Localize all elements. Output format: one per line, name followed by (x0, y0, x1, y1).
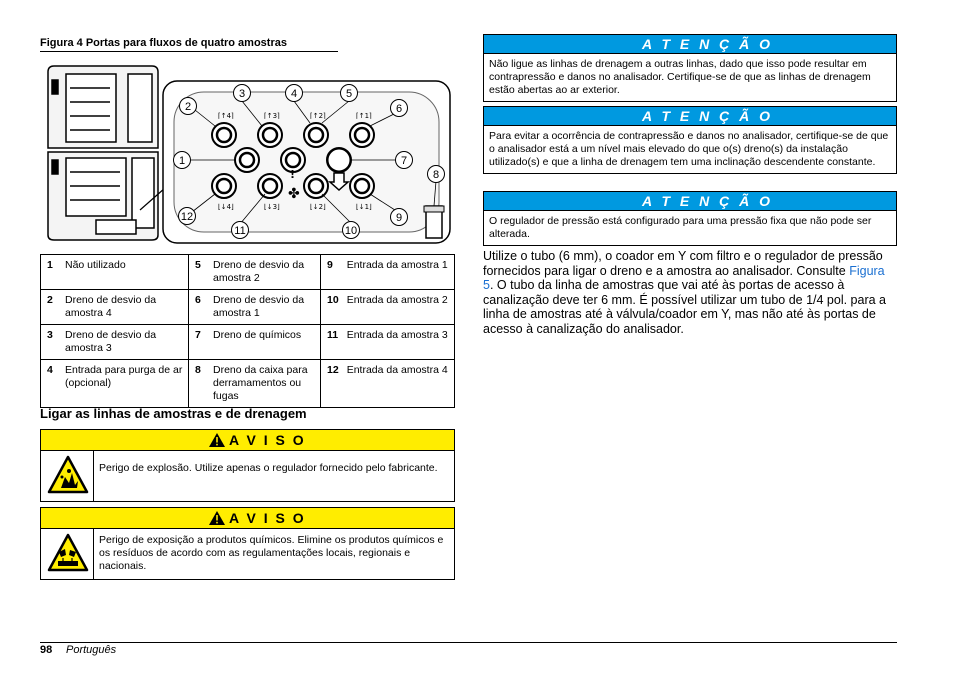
caution-text: Para evitar a ocorrência de contrapressão e danos no analisador, certifique-se de que o analisador está a um nível mais elevado do que o(s) dreno(s) da instalação utilizado(s) e que a linha de drenagem tem uma inclinação descendente constante. (489, 130, 889, 168)
figure-5-link[interactable]: Figura 5 (483, 263, 885, 293)
callout-9: 9 (395, 212, 403, 224)
warning-header (41, 430, 454, 451)
item-number: 11 (321, 325, 341, 360)
callout-10: 10 (344, 225, 358, 237)
item-text: Entrada da amostra 2 (341, 290, 455, 325)
item-text: Dreno de desvio da amostra 2 (207, 255, 321, 290)
item-number: 3 (41, 325, 60, 360)
page-number: 98 (40, 644, 53, 656)
warning-chemical (40, 507, 455, 580)
item-text: Entrada da amostra 1 (341, 255, 455, 290)
body-text: . O tubo da linha de amostras que vai até às portas de acesso à canalização deve ter 6 mm. É possível utilizar um tubo de 1/4 pol. para a linha de amostras até à válvula/coador em Y, mas não até às portas de acesso à canalização do analisador. (483, 278, 886, 336)
item-text: Dreno de desvio da amostra 3 (59, 325, 189, 360)
caution-pressure-regulator (483, 191, 897, 246)
callout-1: 1 (178, 155, 186, 167)
caution-title: A T E N Ç Ã O (484, 107, 896, 126)
callout-8: 8 (432, 169, 440, 181)
item-number: 7 (189, 325, 208, 360)
warning-title: A V I S O (229, 510, 306, 526)
svg-text:⌈↑2⌉: ⌈↑2⌉ (310, 112, 326, 120)
item-text: Entrada da amostra 3 (341, 325, 455, 360)
callout-3: 3 (238, 88, 246, 100)
page-language: Português (66, 644, 117, 656)
caution-drain-lines (483, 34, 897, 102)
item-text: Dreno de químicos (207, 325, 321, 360)
item-text: Dreno de desvio da amostra 1 (207, 290, 321, 325)
callout-7: 7 (400, 155, 408, 167)
callout-5: 5 (345, 88, 353, 100)
item-number: 10 (321, 290, 341, 325)
section-heading: Ligar as linhas de amostras e de drenagem (40, 406, 307, 421)
caution-title: A T E N Ç Ã O (484, 35, 896, 54)
parts-table (40, 254, 455, 408)
item-text: Dreno de desvio da amostra 4 (59, 290, 189, 325)
callout-6: 6 (395, 103, 403, 115)
item-number: 4 (41, 360, 60, 408)
warning-triangle-icon (209, 432, 225, 452)
callout-12: 12 (180, 211, 194, 223)
caution-text: O regulador de pressão está configurado para uma pressão fixa que não pode ser alterada. (489, 215, 872, 240)
item-number: 9 (321, 255, 341, 290)
callout-2: 2 (184, 101, 192, 113)
callout-11: 11 (234, 225, 246, 237)
caution-text: Não ligue as linhas de drenagem a outras linhas, dado que isso pode resultar em contrapressão e danos no analisador. Certifique-se de que as linhas de drenagem estão abertas ao ar exterior. (489, 58, 871, 96)
warning-explosion (40, 429, 455, 502)
svg-text:⌊↓3⌋: ⌊↓3⌋ (264, 203, 280, 211)
svg-text:⌈↑4⌉: ⌈↑4⌉ (218, 112, 234, 120)
svg-text:⌊↓4⌋: ⌊↓4⌋ (218, 203, 234, 211)
explosion-hazard-icon (47, 455, 89, 495)
item-text: Não utilizado (59, 255, 189, 290)
analyzer-enclosure (48, 66, 158, 240)
body-paragraph (483, 249, 898, 337)
footer-divider (40, 642, 897, 643)
chemical-hazard-icon (47, 533, 89, 573)
item-number: 8 (189, 360, 208, 408)
svg-text:!: ! (290, 168, 296, 181)
svg-text:⌈↑3⌉: ⌈↑3⌉ (264, 112, 280, 120)
item-number: 5 (189, 255, 208, 290)
body-text: Utilize o tubo (6 mm), o coador em Y com filtro e o regulador de pressão fornecidos para ligar o dreno e a amostra ao analisador. Consulte (483, 249, 883, 278)
warning-text: Perigo de exposição a produtos químicos. Elimine os produtos químicos e os resíduos de acordo com as regulamentações locais, regionais e nacionais. (99, 534, 444, 572)
svg-text:⌊↓2⌋: ⌊↓2⌋ (310, 203, 326, 211)
figure-illustration (40, 60, 455, 250)
item-text: Dreno da caixa para derramamentos ou fugas (207, 360, 321, 408)
item-number: 2 (41, 290, 60, 325)
svg-text:⌊↓1⌋: ⌊↓1⌋ (356, 203, 372, 211)
item-text: Entrada da amostra 4 (341, 360, 455, 408)
item-number: 6 (189, 290, 208, 325)
warning-triangle-icon (209, 510, 225, 530)
warning-text: Perigo de explosão. Utilize apenas o regulador fornecido pelo fabricante. (99, 462, 438, 474)
callout-4: 4 (290, 88, 298, 100)
item-text: Entrada para purga de ar (opcional) (59, 360, 189, 408)
svg-text:⌈↑1⌉: ⌈↑1⌉ (356, 112, 372, 120)
caution-title: A T E N Ç Ã O (484, 192, 896, 211)
warning-header (41, 508, 454, 529)
table-row (41, 325, 455, 360)
warning-title: A V I S O (229, 432, 306, 448)
table-row (41, 290, 455, 325)
item-number: 12 (321, 360, 341, 408)
table-row (41, 255, 455, 290)
svg-text:✤: ✤ (288, 186, 300, 202)
figure-caption: Figura 4 Portas para fluxos de quatro amostras (40, 37, 338, 52)
table-row (41, 360, 455, 408)
item-number: 1 (41, 255, 60, 290)
caution-backpressure (483, 106, 897, 174)
